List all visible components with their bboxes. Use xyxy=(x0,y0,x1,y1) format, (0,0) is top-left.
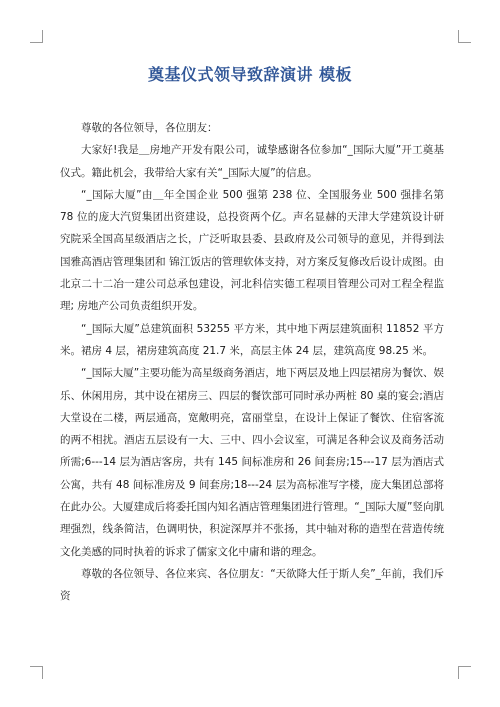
paragraph-intro: 大家好!我是＿房地产开发有限公司，诚挚感谢各位参加“_国际大厦”开工奠基仪式。籍此机会，我带给大家有关“_国际大厦”的信息。 xyxy=(60,144,444,179)
crop-mark-top-right xyxy=(458,30,471,43)
document-body xyxy=(60,117,444,608)
paragraph-closing: 尊敬的各位领导、各位来宾、各位朋友：“天欲降大任于斯人矣”_年前，我们斥资 xyxy=(60,567,444,603)
paragraph-investment: “_国际大厦”由＿年全国企业 500 强第 238 位、全国服务业 500 强排名第 78 位的庞大汽贸集团出资建设，总投资两个亿。声名显赫的天津大学建筑设计研究院采全国高星级酒店之长，广泛听取县委、县政府及公司领导的意见，并得到法国雅高酒店管理集团和 锦江饭店的管理软体支持，对方案反复修改后设计成图。由北京二十二冶一建公司总承包建设，河北科信实德工程项目管理公司对工程全程监理; 房地产公司负责组织开发。 xyxy=(60,188,444,313)
paragraph-functions: “_国际大厦”主要功能为高星级商务酒店，地下两层及地上四层裙房为餐饮、娱乐、休闲用房，其中设在裙房三、四层的餐饮部可同时承办两桩 80 桌的宴会;酒店大堂设在二楼，两层通高，宽敞明亮，富丽堂皇，在设计上保证了餐饮、住宿客流的两不相扰。酒店五层设有一大、三中、四小会议室，可满足各种会议及商务活动所需;6---14 层为酒店客房，共有 145 间标准房和 26 间套房;15---17 层为酒店式公寓，共有 48 间标准房及 9 间套房;18---24 层为高标准写字楼，庞大集团总部将在此办公。大厦建成后将委托国内知名酒店管理集团进行管理。“_国际大厦”竖向肌理强烈，线条简洁，色调明快，积淀深厚并不张扬，其中轴对称的造型在营造传统文化美感的同时执着的诉求了儒家文化中庸和谐的理念。 xyxy=(60,367,444,558)
document-title: 奠基仪式领导致辞演讲 模板 xyxy=(147,65,353,84)
crop-mark-bottom-right xyxy=(458,666,471,679)
crop-mark-bottom-left xyxy=(30,666,43,679)
salutation: 尊敬的各位领导，各位朋友： xyxy=(81,122,218,134)
crop-mark-top-left xyxy=(30,30,43,43)
paragraph-area: “_国际大厦”总建筑面积 53255 平方米，其中地下两层建筑面积 11852 平方米。裙房 4 层，裙房建筑高度 21.7 米，高层主体 24 层，建筑高度 98.25 米。 xyxy=(60,322,444,357)
